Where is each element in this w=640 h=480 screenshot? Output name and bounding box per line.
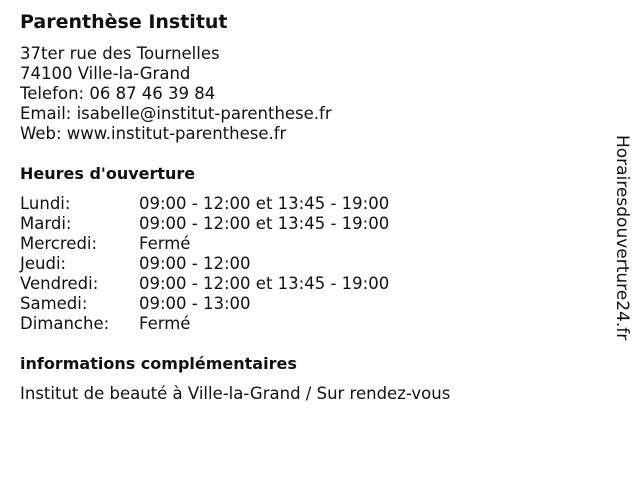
hours-value: Fermé: [139, 314, 191, 333]
phone-text: Telefon: 06 87 46 39 84: [20, 84, 216, 103]
day-label: Mercredi:: [20, 234, 98, 253]
address-city: 74100 Ville-la-Grand: [20, 64, 191, 83]
hours-value: Fermé: [139, 234, 191, 253]
opening-hours-heading: Heures d'ouverture: [20, 164, 196, 183]
day-label: Jeudi:: [20, 254, 67, 273]
additional-info-heading: informations complémentaires: [20, 354, 297, 373]
hours-value: 09:00 - 12:00 et 13:45 - 19:00: [139, 194, 390, 213]
day-label: Lundi:: [20, 194, 71, 213]
business-name: Parenthèse Institut: [20, 11, 228, 33]
day-label: Vendredi:: [20, 274, 99, 293]
contact-block: [20, 44, 332, 144]
address-street: 37ter rue des Tournelles: [20, 44, 220, 63]
additional-info-text: Institut de beauté à Ville-la-Grand / Sur rendez-vous: [20, 384, 451, 403]
hours-value: 09:00 - 12:00 et 13:45 - 19:00: [139, 214, 390, 233]
site-watermark: Horairesdouverture24.fr: [612, 135, 632, 341]
hours-value: 09:00 - 12:00: [139, 254, 251, 273]
day-label: Samedi:: [20, 294, 88, 313]
hours-value: 09:00 - 13:00: [139, 294, 251, 313]
day-label: Dimanche:: [20, 314, 110, 333]
email-text: Email: isabelle@institut-parenthese.fr: [20, 104, 332, 123]
website-text: Web: www.institut-parenthese.fr: [20, 124, 287, 143]
day-label: Mardi:: [20, 214, 72, 233]
hours-value: 09:00 - 12:00 et 13:45 - 19:00: [139, 274, 390, 293]
